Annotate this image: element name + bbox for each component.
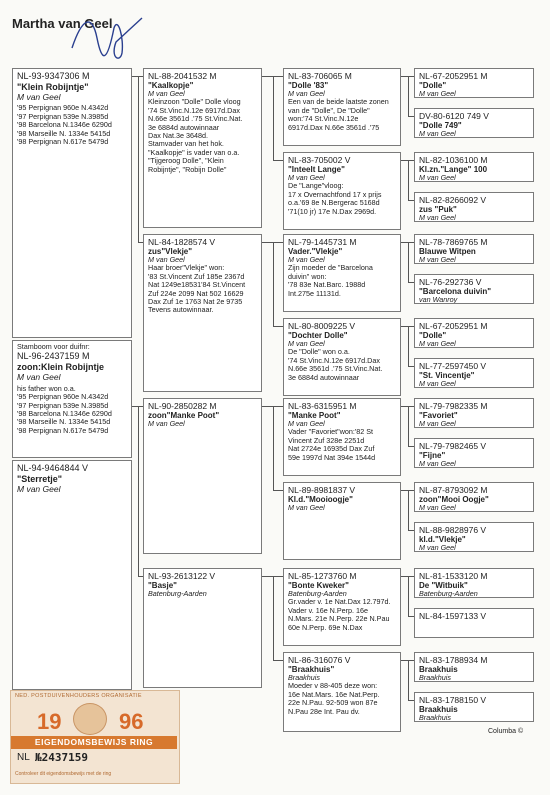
ring-number: NL-83-1788934 M — [419, 655, 488, 665]
pedigree-card-g0-0[interactable] — [12, 68, 132, 338]
performance-notes: Vader "Favoriet"won:'82 St Vincent Zuf 328e 2251d Nat 2724e 16935d Dax Zuf 59e 1997d Nat 394e 1544d — [288, 427, 376, 462]
signature-scribble — [52, 8, 162, 68]
connector-line — [408, 490, 414, 491]
connector-line — [273, 326, 283, 327]
pigeon-name: zoon"Manke Poot" — [148, 411, 220, 420]
owner-name: M van Geel — [148, 89, 185, 98]
ring-number: NL-79-7982465 V — [419, 441, 487, 451]
pedigree-card-g3-9[interactable] — [414, 438, 534, 468]
ring-number: DV-80-6120 749 V — [419, 111, 489, 121]
connector-line — [273, 406, 283, 407]
connector-line — [408, 446, 414, 447]
card-header-note: Stamboom voor duifnr: — [17, 342, 90, 351]
ring-number: NL-93-2613122 V — [148, 571, 216, 581]
connector-line — [262, 576, 273, 577]
stamp-year-prefix: 19 — [37, 709, 62, 734]
pedigree-card-g3-6[interactable] — [414, 318, 534, 348]
pedigree-card-g2-3[interactable] — [283, 318, 401, 396]
performance-notes: Moeder v 88-405 deze won: 16e Nat.Mars. 16e Nat.Perp. 22e N.Pau. 92-509 won 87e N.Pau 28e Int. Pau dv. — [288, 681, 380, 716]
owner-name: M van Geel — [419, 173, 456, 182]
pedigree-card-g3-14[interactable] — [414, 652, 534, 682]
performance-notes: his father won o.a. '95 Perpignan 960e N.4342d '97 Perpignan 539e N.3985d '98 Barcelona N.1346e 6290d '98 Marseille N. 1334e 5415d '98 Perpignan N.617e 5479d — [17, 383, 112, 435]
ring-number: NL-67-2052951 M — [419, 321, 488, 331]
pigeon-name: "Dolle" — [419, 81, 447, 90]
connector-line — [138, 76, 139, 242]
owner-name: M van Geel — [419, 459, 456, 468]
owner-name: M van Geel — [148, 419, 185, 428]
connector-line — [408, 700, 414, 701]
pigeon-name: "St. Vincentje" — [419, 371, 475, 380]
ring-number: NL-85-1273760 M — [288, 571, 357, 581]
owner-name: M van Geel — [17, 372, 61, 383]
performance-notes: De "Dolle" won o.a. '74 St.Vinc.N.12e 6917d.Dax N.66e 3561d .'75 St.Vinc.Nat. 3e 6884d autowinnaar — [288, 347, 383, 382]
owner-name: M van Geel — [419, 129, 456, 138]
pigeon-name: "Dochter Dolle" — [288, 331, 348, 340]
stamp-punch-hole — [73, 703, 107, 735]
connector-line — [408, 406, 409, 446]
page-title: Martha van Geel — [12, 16, 113, 31]
connector-line — [401, 660, 408, 661]
pigeon-name: zoon:Klein Robijntje — [17, 362, 104, 373]
ring-number: NL-94-9464844 V — [17, 463, 89, 473]
ring-number: NL-90-2850282 M — [148, 401, 217, 411]
owner-name: M van Geel — [419, 419, 456, 428]
connector-line — [401, 160, 408, 161]
pigeon-name: kl.d."Vlekje" — [419, 535, 466, 544]
pigeon-name: "Manke Poot" — [288, 411, 341, 420]
pigeon-name: Vader."Vlekje" — [288, 247, 343, 256]
pigeon-name: "Klein Robijntje" — [17, 82, 89, 92]
connector-line — [408, 660, 409, 700]
owner-name: M van Geel — [419, 255, 456, 264]
pigeon-name: "Barcelona duivin" — [419, 287, 492, 296]
performance-notes: De "Lange"vloog: 17 x Overnachtfond 17 x prijs o.a.'69 8e N.Bergerac 5168d '71(10 jr) 17e N.Dax 2969d. — [288, 181, 382, 216]
owner-name: van Wanroy — [419, 295, 458, 304]
connector-line — [262, 76, 273, 77]
stamp-band-label: EIGENDOMSBEWIJS RING — [11, 736, 177, 749]
pedigree-card-g3-12[interactable] — [414, 568, 534, 598]
owner-name: Braakhuis — [419, 673, 451, 682]
pigeon-name: zus"Vlekje" — [148, 247, 193, 256]
connector-line — [138, 576, 143, 577]
pigeon-name: "Dolle 749" — [419, 121, 462, 130]
pedigree-card-g3-13[interactable] — [414, 608, 534, 638]
connector-line — [408, 490, 409, 530]
pedigree-card-g2-6[interactable] — [283, 568, 401, 646]
pigeon-name: Kl.zn."Lange" 100 — [419, 165, 488, 174]
ring-number: NL-83-1788150 V — [419, 695, 487, 705]
pigeon-name: "Kaalkopje" — [148, 81, 194, 90]
owner-name: M van Geel — [288, 339, 325, 348]
connector-line — [401, 326, 408, 327]
ring-number: NL-87-8793092 M — [419, 485, 488, 495]
stamp-country: NL — [17, 752, 30, 763]
pedigree-card-g3-11[interactable] — [414, 522, 534, 552]
pedigree-card-g3-8[interactable] — [414, 398, 534, 428]
pedigree-card-g3-2[interactable] — [414, 152, 534, 182]
connector-line — [138, 242, 143, 243]
owner-name: M van Geel — [288, 89, 325, 98]
pedigree-card-g2-4[interactable] — [283, 398, 401, 476]
connector-line — [401, 242, 408, 243]
pedigree-card-g2-0[interactable] — [283, 68, 401, 146]
performance-notes: Een van de beide laatste zonen van de "Dolle", De "Dolle" won:'74 St.Vinc.N.12e 6917d.Dax N.66e 3561d .'75 — [288, 97, 389, 132]
connector-line — [408, 326, 414, 327]
pedigree-card-g1-3[interactable] — [143, 568, 262, 688]
connector-line — [273, 576, 274, 660]
ring-number: NL-82-8266092 V — [419, 195, 487, 205]
pedigree-card-g1-0[interactable] — [143, 68, 262, 228]
owner-name: M van Geel — [419, 379, 456, 388]
owner-name: M van Geel — [148, 255, 185, 264]
connector-line — [273, 242, 274, 326]
pigeon-name: "Basje" — [148, 581, 177, 590]
connector-line — [138, 76, 143, 77]
pigeon-name: De "Witbuik" — [419, 581, 468, 590]
pigeon-name: Braakhuis — [419, 705, 458, 714]
pigeon-name: Blauwe Witpen — [419, 247, 476, 256]
ring-number: NL-84-1597133 V — [419, 611, 487, 621]
connector-line — [401, 406, 408, 407]
owner-name: M van Geel — [419, 503, 456, 512]
connector-line — [408, 406, 414, 407]
performance-notes: Kleinzoon "Dolle" Dolle vloog '74 St.Vinc.N.12e 6917d.Dax N.66e 3561d .'75 St.Vinc.Nat. 3e 6884d autowinnaar Dax Nat.3e 3648d. Stamvader van het hok. "Kaalkopje" is vader van o.a. "Tijgeroog Dolle", "Klein Robijntje", "Robijn Dolle" — [148, 97, 243, 174]
connector-line — [273, 576, 283, 577]
owner-name: M van Geel — [288, 503, 325, 512]
pedigree-card-g2-1[interactable] — [283, 152, 401, 230]
connector-line — [408, 200, 414, 201]
pedigree-card-g3-3[interactable] — [414, 192, 534, 222]
pedigree-card-g0-1[interactable] — [12, 340, 132, 458]
connector-line — [401, 490, 408, 491]
pigeon-name: zus "Puk" — [419, 205, 457, 214]
connector-line — [262, 242, 273, 243]
connector-line — [408, 326, 409, 366]
performance-notes: Zijn moeder de "Barcelona duivin" won: '78 83e Nat.Barc. 1988d Int.275e 11131d. — [288, 263, 373, 298]
ring-number: NL-81-1533120 M — [419, 571, 488, 581]
ring-number: NL-80-8009225 V — [288, 321, 356, 331]
connector-line — [408, 116, 414, 117]
ring-number: NL-76-292736 V — [419, 277, 482, 287]
owner-name: M van Geel — [17, 484, 61, 494]
connector-line — [408, 576, 409, 616]
owner-name: M van Geel — [288, 255, 325, 264]
ring-number: NL-83-705002 V — [288, 155, 351, 165]
pedigree-card-g3-4[interactable] — [414, 234, 534, 264]
connector-line — [408, 282, 414, 283]
owner-name: Braakhuis — [419, 713, 451, 722]
performance-notes: Gr.vader v. 1e Nat.Dax 12.797d. Vader v. 16e N.Perp. 16e N.Mars. 21e N.Perp. 22e N.Pau 60e N.Perp. 69e N.Dax — [288, 597, 391, 632]
connector-line — [408, 530, 414, 531]
pedigree-card-g3-10[interactable] — [414, 482, 534, 512]
owner-name: M van Geel — [419, 89, 456, 98]
pigeon-name: zoon"Mooi Oogje" — [419, 495, 489, 504]
pigeon-name: "Dolle '83" — [288, 81, 329, 90]
connector-line — [408, 76, 409, 116]
credit-text: Columba © — [488, 728, 524, 735]
stamp-year-suffix: 96 — [119, 709, 144, 734]
pedigree-card-g3-5[interactable] — [414, 274, 534, 304]
ring-number: NL-89-8981837 V — [288, 485, 356, 495]
pedigree-card-g3-0[interactable] — [414, 68, 534, 98]
connector-line — [262, 406, 273, 407]
connector-line — [408, 242, 414, 243]
ring-number: NL-93-9347306 M — [17, 71, 90, 81]
connector-line — [273, 490, 283, 491]
ownership-ring-stamp — [10, 690, 180, 784]
pigeon-name: Kl.d."Mooioogje" — [288, 495, 353, 504]
ring-number: NL-96-2437159 M — [17, 351, 90, 362]
stamp-control-note: Controleer dit eigendomsbewijs met de ring — [15, 771, 112, 777]
connector-line — [408, 366, 414, 367]
connector-line — [408, 576, 414, 577]
owner-name: M van Geel — [17, 92, 61, 102]
pedigree-card-g3-7[interactable] — [414, 358, 534, 388]
owner-name: M van Geel — [419, 339, 456, 348]
pedigree-card-g2-5[interactable] — [283, 482, 401, 560]
connector-line — [138, 406, 143, 407]
pedigree-card-g2-2[interactable] — [283, 234, 401, 312]
ring-number: NL-88-2041532 M — [148, 71, 217, 81]
connector-line — [408, 160, 409, 200]
ring-number: NL-83-6315951 M — [288, 401, 357, 411]
pedigree-card-g0-2[interactable] — [12, 460, 132, 690]
performance-notes: Haar broer"Vlekje" won: '83 St.Vincent Zuf 185e 2367d Nat 1249e18531'84 St.Vincent Zuf 224e 2099 Nat 502 16629 Dax Zuf 1e 1763 Nat 2e 9735 Tevens autowinnaar. — [148, 263, 246, 315]
ring-number: NL-86-316076 V — [288, 655, 351, 665]
pedigree-card-g2-7[interactable] — [283, 652, 401, 732]
connector-line — [408, 660, 414, 661]
pigeon-name: Braakhuis — [419, 665, 458, 674]
connector-line — [408, 616, 414, 617]
owner-name: Batenburg-Aarden — [288, 589, 347, 598]
pigeon-name: "Braakhuis" — [288, 665, 335, 674]
owner-name: Braakhuis — [288, 673, 320, 682]
ring-number: NL-79-7982335 M — [419, 401, 488, 411]
ring-number: NL-84-1828574 V — [148, 237, 216, 247]
connector-line — [273, 660, 283, 661]
owner-name: M van Geel — [419, 213, 456, 222]
ring-number: NL-78-7869765 M — [419, 237, 488, 247]
connector-line — [408, 242, 409, 282]
connector-line — [408, 76, 414, 77]
connector-line — [273, 406, 274, 490]
ring-number: NL-67-2052951 M — [419, 71, 488, 81]
connector-line — [273, 242, 283, 243]
owner-name: Batenburg-Aarden — [148, 589, 207, 598]
connector-line — [401, 576, 408, 577]
ring-number: NL-88-9828976 V — [419, 525, 487, 535]
ring-number: NL-83-706065 M — [288, 71, 352, 81]
connector-line — [273, 76, 283, 77]
connector-line — [273, 76, 274, 160]
connector-line — [273, 160, 283, 161]
stamp-organisation: NED. POSTDUIVENHOUDERS ORGANISATIE — [15, 693, 142, 699]
owner-name: M van Geel — [419, 543, 456, 552]
owner-name: M van Geel — [288, 173, 325, 182]
owner-name: M van Geel — [288, 419, 325, 428]
pigeon-name: "Sterretje" — [17, 474, 63, 484]
ring-number: NL-82-1036100 M — [419, 155, 488, 165]
performance-notes: '95 Perpignan 960e N.4342d '97 Perpignan 539e N.3985d '98 Barcelona N.1346e 6290d '98 Marseille N. 1334e 5415d '98 Perpignan N.617e 5479d — [17, 103, 112, 147]
pigeon-name: "Bonte Kweker" — [288, 581, 349, 590]
pigeon-name: "Dolle" — [419, 331, 447, 340]
ring-number: NL-79-1445731 M — [288, 237, 357, 247]
connector-line — [401, 76, 408, 77]
owner-name: Batenburg-Aarden — [419, 589, 478, 598]
pedigree-card-g1-1[interactable] — [143, 234, 262, 392]
pigeon-name: "Favoriet" — [419, 411, 458, 420]
connector-line — [408, 160, 414, 161]
pedigree-card-g3-15[interactable] — [414, 692, 534, 722]
connector-line — [138, 406, 139, 576]
pigeon-name: "Inteelt Lange" — [288, 165, 345, 174]
stamp-ring-number: №2437159 — [35, 751, 88, 764]
pedigree-card-g3-1[interactable] — [414, 108, 534, 138]
pigeon-name: "Fijne" — [419, 451, 446, 460]
ring-number: NL-77-2597450 V — [419, 361, 487, 371]
pedigree-card-g1-2[interactable] — [143, 398, 262, 554]
